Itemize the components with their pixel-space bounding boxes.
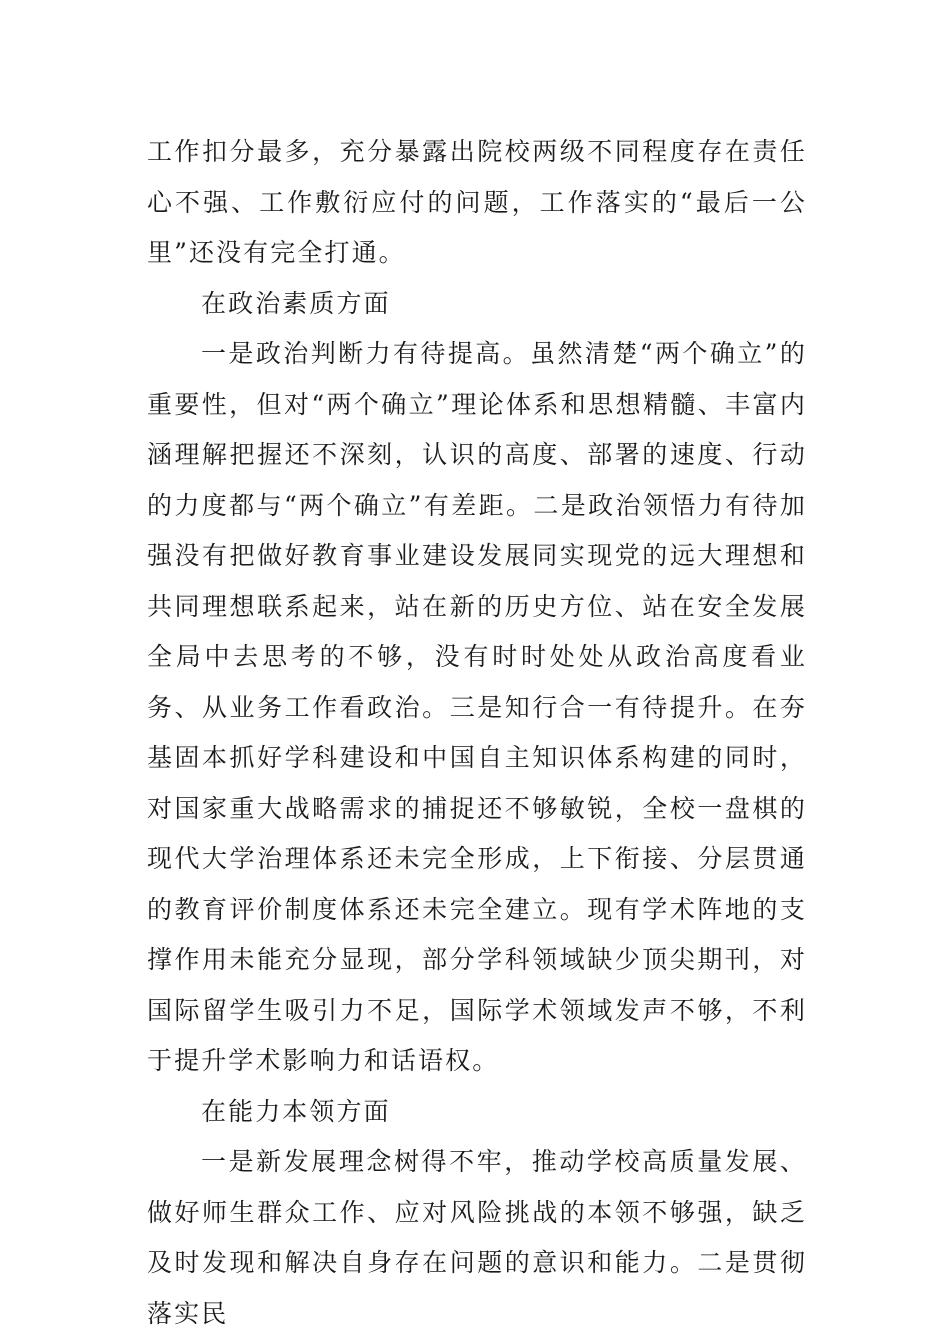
paragraph-ability: 一是新发展理念树得不牢，推动学校高质量发展、做好师生群众工作、应对风险挑战的本领不够强，缺乏及时发现和解决自身存在问题的意识和能力。二是贯彻落实民 [147, 1147, 807, 1328]
paragraph-continuation: 工作扣分最多，充分暴露出院校两级不同程度存在责任心不强、工作敷衍应付的问题，工作落实的“最后一公里”还没有完全打通。 [147, 137, 807, 267]
document-body [147, 127, 807, 1339]
paragraph-political-quality: 一是政治判断力有待提高。虽然清楚“两个确立”的重要性，但对“两个确立”理论体系和思想精髓、丰富内涵理解把握还不深刻，认识的高度、部署的速度、行动的力度都与“两个确立”有差距。二是政治领悟力有待加强没有把做好教育事业建设发展同实现党的远大理想和共同理想联系起来，站在新的历史方位、站在安全发展全局中去思考的不够，没有时时处处从政治高度看业务、从业务工作看政治。三是知行合一有待提升。在夯基固本抓好学科建设和中国自主知识体系构建的同时，对国家重大战略需求的捕捉还不够敏锐，全校一盘棋的现代大学治理体系还未完全形成，上下衔接、分层贯通的教育评价制度体系还未完全建立。现有学术阵地的支撑作用未能充分显现，部分学科领域缺少顶尖期刊，对国际留学生吸引力不足，国际学术领域发声不够，不利于提升学术影响力和话语权。 [147, 339, 807, 1075]
section-heading-political-quality: 在政治素质方面 [201, 288, 391, 318]
section-heading-ability: 在能力本领方面 [201, 1096, 391, 1126]
